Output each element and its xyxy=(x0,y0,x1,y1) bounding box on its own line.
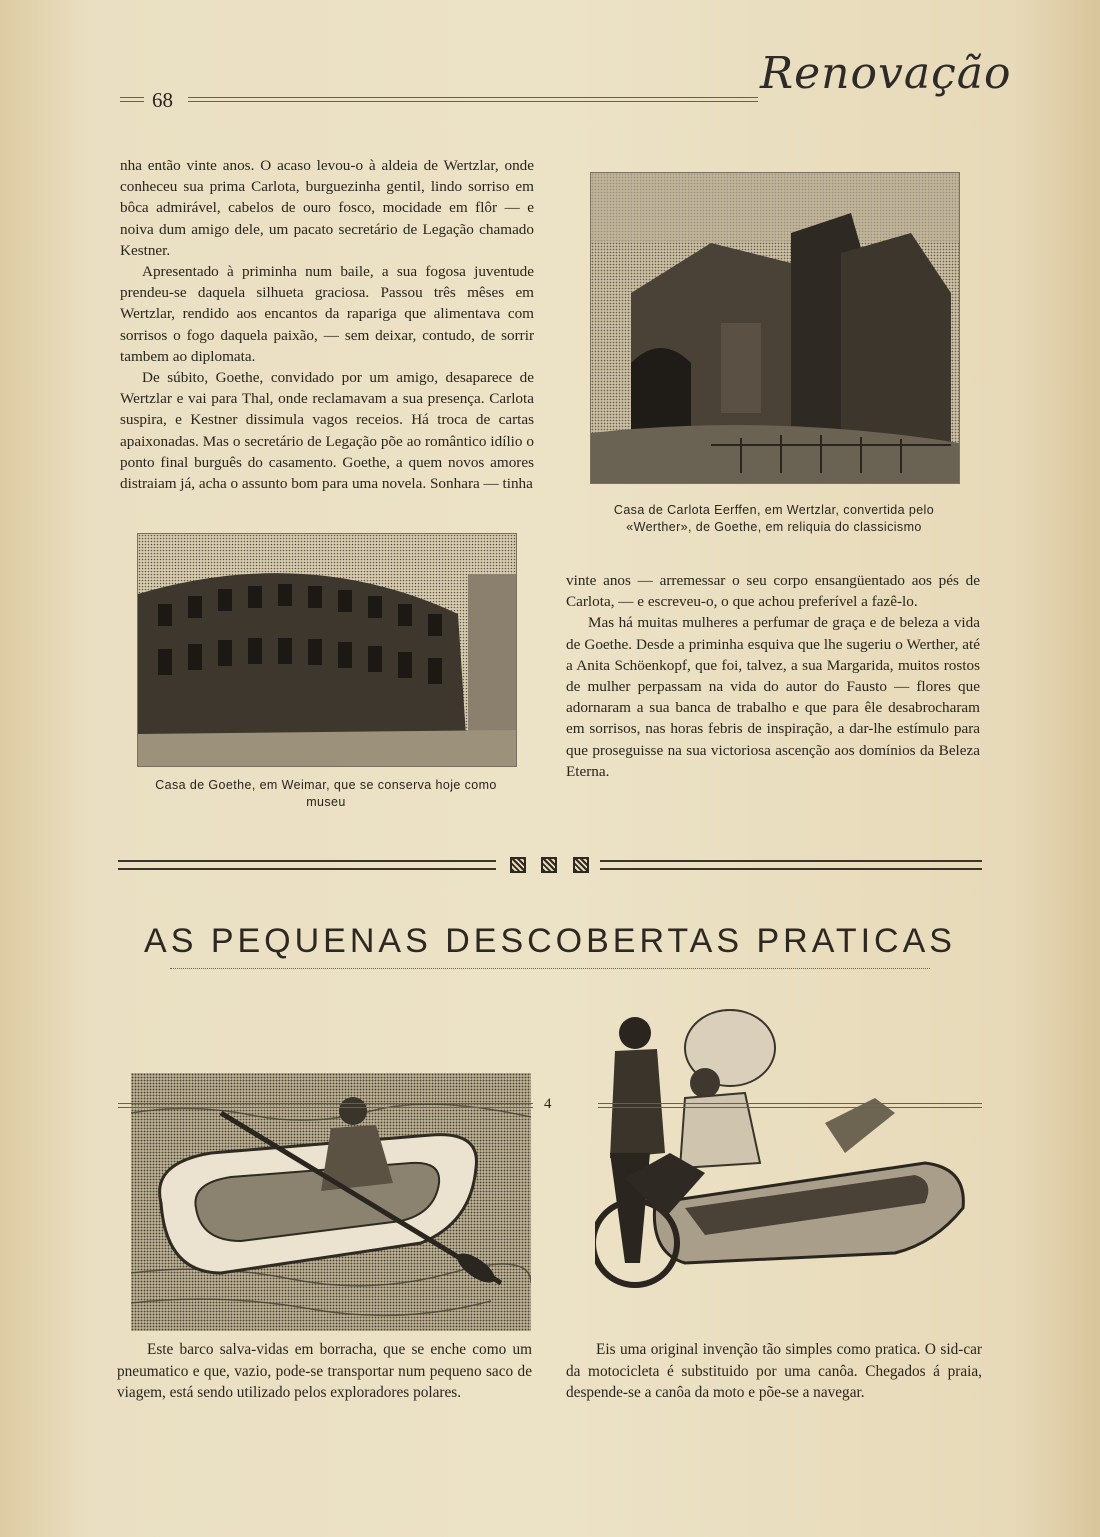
paragraph: Este barco salva-vidas em borracha, que se enche como um pneumatico e que, vazio, pode-se transportar num pequeno saco de viagem, está sendo utilizado pelos exploradores polares. xyxy=(117,1341,532,1401)
article-column-left xyxy=(120,155,534,494)
footer-rule-right-2 xyxy=(598,1107,982,1108)
paragraph: Apresentado à priminha num baile, a sua fogosa juventude prendeu-se daquela silhueta graciosa. Passou três mêses em Wertzlar, rendido aos encantos da rapariga que alimentava com sorrisos o fogo daquela paixão, — sem deixar, contudo, de sorrir tambem ao diplomata. xyxy=(120,263,534,365)
carlota-house-illustration xyxy=(591,173,959,483)
caption-carlota-house: Casa de Carlota Eerffen, em Wertzlar, convertida pelo «Werther», de Goethe, em reliquia do classicismo xyxy=(613,503,935,534)
header-rule-left xyxy=(120,97,144,102)
separator-rule-left xyxy=(118,860,496,870)
ornament-square-icon xyxy=(541,857,557,873)
footer-rule-left-2 xyxy=(118,1107,533,1108)
separator-rule-right xyxy=(600,860,982,870)
canoe-description xyxy=(566,1339,982,1404)
footer-rule-right xyxy=(598,1103,982,1104)
goethe-house-illustration xyxy=(138,534,516,766)
signature-mark: 4 xyxy=(544,1096,552,1112)
photo-rubber-lifeboat xyxy=(131,1073,531,1331)
ornament-square-icon xyxy=(573,857,589,873)
paragraph: Eis uma original invenção tão simples como pratica. O sid-car da motocicleta é substituido por uma canôa. Chegados á praia, despende-se a canôa da moto e põe-se a navegar. xyxy=(566,1341,982,1401)
title-underline xyxy=(170,968,930,969)
page-number: 68 xyxy=(152,88,173,112)
photo-goethe-house xyxy=(137,533,517,767)
lifeboat-description xyxy=(117,1339,532,1404)
paragraph: De súbito, Goethe, convidado por um amigo, desaparece de Wertzlar e vai para Thal, onde reclamavam a sua presença. Carlota suspira, e Kestner dissimula vagos receios. Há troca de cartas apaixonadas. Mas o secretário de Legação põe ao romântico idílio o ponto final burguês do casamento. Goethe, a quem novos amores distraiam já, acha o assunto bom para uma novela. Sonhara — tinha xyxy=(120,369,534,493)
motorcycle-canoe-illustration xyxy=(595,1003,970,1323)
photo-carlota-house xyxy=(590,172,960,484)
masthead-logo: Renovação xyxy=(760,48,1012,99)
ornament-square-icon xyxy=(510,857,526,873)
rubber-lifeboat-illustration xyxy=(131,1073,531,1331)
footer-rule-left xyxy=(118,1103,533,1104)
paragraph: nha então vinte anos. O acaso levou-o à aldeia de Wertzlar, onde conheceu sua prima Carlota, burguezinha gentil, lindo sorriso em bôca admirável, cabelos de ouro fosco, mocidade em flôr — e noiva dum amigo dele, um pacato secretário de Legação chamado Kestner. xyxy=(120,157,534,259)
section-title: AS PEQUENAS DESCOBERTAS PRATICAS xyxy=(144,922,956,960)
caption-goethe-house: Casa de Goethe, em Weimar, que se conserva hoje como museu xyxy=(155,778,497,809)
header-rule xyxy=(188,97,758,102)
paragraph: Mas há muitas mulheres a perfumar de graça e de beleza a vida de Goethe. Desde a priminha esquiva que lhe sugeriu o Werther, até a Anita Schöenkopf, que foi, talvez, a sua Margarida, muitos rostos de mulher perpassam na vida do autor do Fausto — flores que adornaram a sua banca de trabalho e que para êle desabrocharam em sorrisos, nas horas febris de inspiração, a dar-lhe estímulo para que proseguisse na sua victoriosa ascenção aos domínios da Beleza Eterna. xyxy=(566,614,980,780)
article-column-right xyxy=(566,570,980,782)
paragraph: vinte anos — arremessar o seu corpo ensangüentado aos pés de Carlota, — e escreveu-o, o que achou preferível a fazê-lo. xyxy=(566,572,980,611)
photo-motorcycle-canoe xyxy=(595,1003,970,1323)
